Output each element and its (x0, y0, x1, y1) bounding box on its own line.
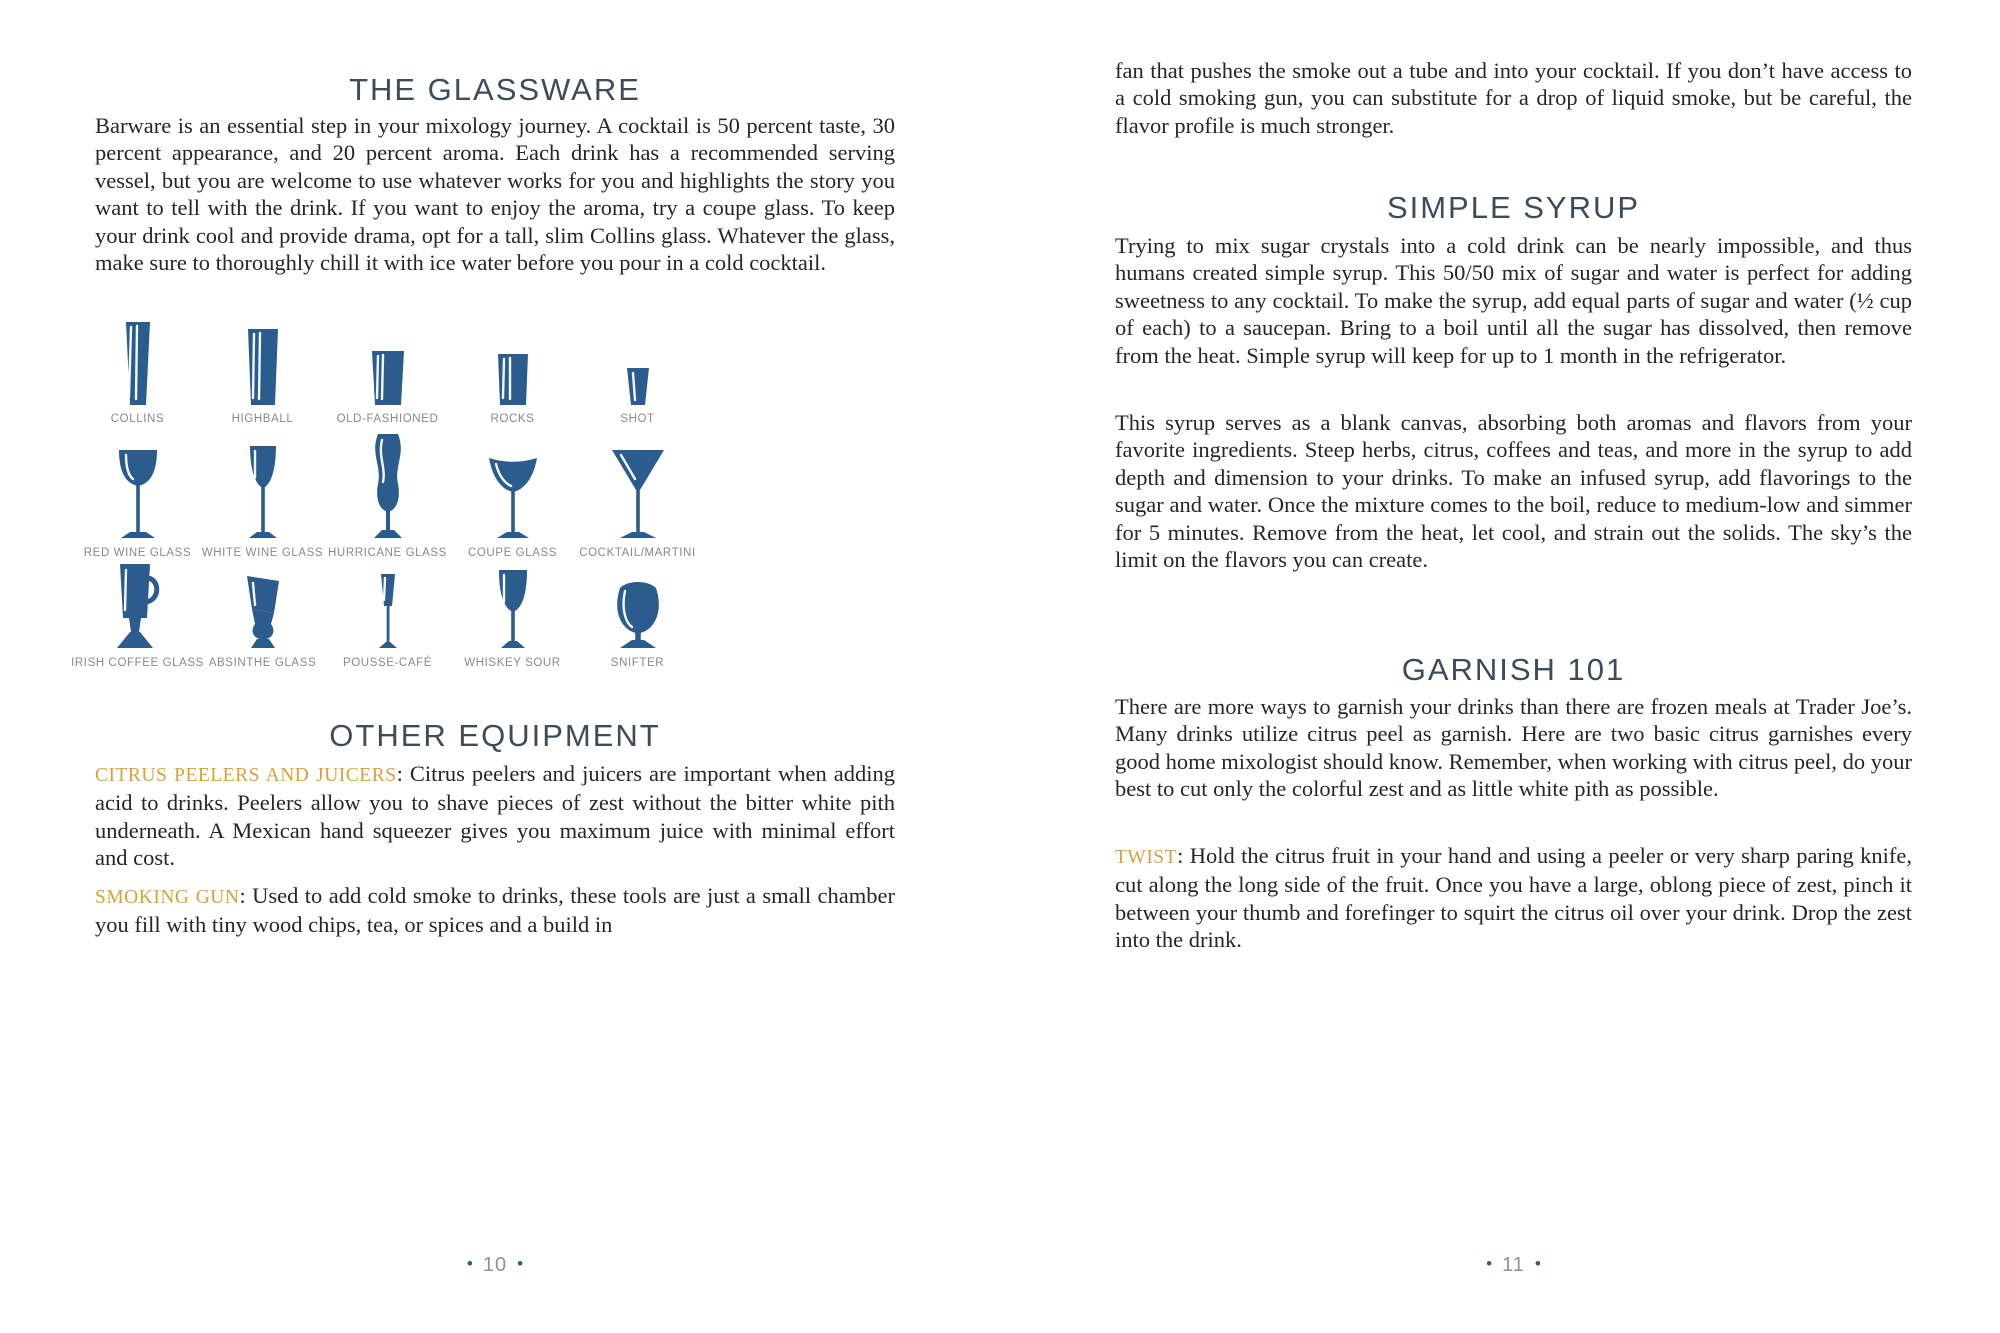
simple-syrup-paragraph-1: Trying to mix sugar crystals into a cold drink can be nearly impossible, and thus humans created simple syrup. This 50/50 mix of sugar and water is perfect for adding sweetness to any cocktail. To make the syrup, add equal parts of sugar and water (½ cup of each) to a saucepan. Bring to a boil until all the sugar has dissolved, then remove from the heat. Simple syrup will keep for up to 1 month in the refrigerator. (1115, 233, 1912, 368)
smoking-gun-term: SMOKING GUN (95, 887, 240, 908)
glass-label: SHOT (620, 413, 655, 425)
citrus-peelers-term: CITRUS PEELERS AND JUICERS (95, 765, 397, 786)
glass-item-irish-coffee (71, 562, 204, 670)
glass-item-cocktail-martini (575, 432, 700, 560)
glass-label: WHISKEY SOUR (464, 657, 561, 669)
simple-syrup-paragraph-2: This syrup serves as a blank canvas, absorbing both aromas and flavors from your favorite ingredients. Steep herbs, citrus, coffees and teas, and more in the syrup to add depth and dimension to your drinks. To make an infused syrup, add flavorings to the sugar and water. Once the mixture comes to the boil, reduce to medium-low and simmer for 5 minutes. Remove from the heat, let cool, and strain out the solids. The sky’s the limit on the flavors you can create. (1115, 410, 1912, 573)
glass-item-highball (200, 316, 325, 426)
page-number-dot: • (466, 1254, 473, 1273)
collins-glass-icon (120, 321, 156, 406)
glass-label: IRISH COFFEE GLASS (71, 657, 204, 669)
page-number-left (95, 1254, 895, 1277)
glass-label: RED WINE GLASS (83, 547, 192, 559)
equipment-heading: OTHER EQUIPMENT (329, 718, 661, 753)
snifter-glass-icon (612, 578, 664, 650)
glassware-intro-paragraph: Barware is an essential step in your mixology journey. A cocktail is 50 percent taste, 30 percent appearance, and 20 percent aroma. Each drink has a recommended serving vessel, but you are welcome to use whatever works for you and highlights the story you want to tell with the drink. If you want to enjoy the aroma, try a coupe glass. To keep your drink cool and provide drama, opt for a tall, slim Collins glass. Whatever the glass, make sure to thoroughly chill it with ice water before you pour in a cold cocktail. (95, 113, 895, 276)
glass-item-pousse-cafe (325, 562, 450, 670)
glass-item-absinthe (200, 562, 325, 670)
glass-item-red-wine (75, 432, 200, 560)
glass-item-shot (575, 316, 700, 426)
red-wine-glass-icon (115, 448, 161, 540)
citrus-peelers-text: : Citrus peelers and juicers are important when adding acid to drinks. Peelers allow you to shave pieces of zest without the bitter white pith underneath. A Mexican hand squeezer gives you maximum juice with minimal effort and cost. (95, 761, 895, 871)
glass-label: OLD-FASHIONED (336, 413, 439, 425)
twist-text: : Hold the citrus fruit in your hand and using a peeler or very sharp paring knife, cut along the long side of the fruit. Once you have a large, oblong piece of zest, pinch it between your thumb and forefinger to squirt the citrus oil over your drink. Drop the zest into the drink. (1115, 843, 1912, 953)
glass-label: HIGHBALL (231, 413, 294, 425)
hurricane-glass-icon (366, 432, 410, 540)
twist-term: TWIST (1115, 847, 1178, 868)
absinthe-glass-icon (243, 572, 283, 650)
page-number-dot: • (517, 1254, 524, 1273)
glass-item-coupe (450, 432, 575, 560)
glass-grid-row-2 (75, 432, 700, 560)
rocks-glass-icon (494, 353, 532, 406)
whiskey-sour-glass-icon (495, 568, 531, 650)
glass-label: COLLINS (110, 413, 165, 425)
page-number-right (1115, 1254, 1912, 1277)
page-number-dot: • (1534, 1254, 1541, 1273)
garnish-heading: GARNISH 101 (1401, 652, 1626, 687)
glassware-heading: THE GLASSWARE (349, 72, 641, 107)
page-number-value: 11 (1502, 1254, 1525, 1276)
glass-label: WHITE WINE GLASS (201, 547, 324, 559)
glass-grid-row-1 (75, 316, 700, 426)
glass-item-collins (75, 316, 200, 426)
glass-label: COUPE GLASS (467, 547, 558, 559)
glass-item-white-wine (200, 432, 325, 560)
cocktail-martini-glass-icon (610, 448, 666, 540)
coupe-glass-icon (487, 454, 539, 540)
old-fashioned-glass-icon (368, 350, 408, 406)
glass-item-whiskey-sour (450, 562, 575, 670)
glass-item-old-fashioned (325, 316, 450, 426)
glass-label: HURRICANE GLASS (328, 547, 447, 559)
page-number-dot: • (1486, 1254, 1493, 1273)
glass-item-hurricane (325, 432, 450, 560)
citrus-peelers-paragraph (95, 760, 895, 872)
white-wine-glass-icon (245, 444, 281, 540)
smoking-gun-paragraph (95, 882, 895, 939)
page-number-value: 10 (482, 1254, 508, 1276)
smoking-gun-text: : Used to add cold smoke to drinks, these tools are just a small chamber you fill with tiny wood chips, tea, or spices and a build in (95, 883, 895, 938)
glass-label: ROCKS (490, 413, 535, 425)
simple-syrup-heading: SIMPLE SYRUP (1386, 190, 1641, 225)
pousse-cafe-glass-icon (375, 573, 401, 650)
glass-item-snifter (575, 562, 700, 670)
irish-coffee-glass-icon (112, 562, 164, 650)
page-right (1115, 0, 1912, 1333)
twist-paragraph (1115, 842, 1912, 954)
glass-item-rocks (450, 316, 575, 426)
page-left (71, 0, 895, 1333)
garnish-paragraph: There are more ways to garnish your drinks than there are frozen meals at Trader Joe’s. Many drinks utilize citrus peel as garnish. Here are two basic citrus garnishes every good home mixologist should know. Remember, when working with citrus peel, do your best to cut only the colorful zest and as little white pith as possible. (1115, 694, 1912, 802)
glass-label: ABSINTHE GLASS (208, 657, 317, 669)
glass-label: SNIFTER (610, 657, 665, 669)
highball-glass-icon (243, 328, 283, 406)
glass-grid-row-3 (71, 562, 700, 670)
glass-label: POUSSE-CAFÉ (342, 657, 433, 669)
smoking-gun-continuation-paragraph: fan that pushes the smoke out a tube and into your cocktail. If you don’t have access to a cold smoking gun, you can substitute for a drop of liquid smoke, but be careful, the flavor profile is much stronger. (1115, 58, 1912, 138)
shot-glass-icon (625, 367, 651, 406)
glass-label: COCKTAIL/MARTINI (579, 547, 696, 559)
